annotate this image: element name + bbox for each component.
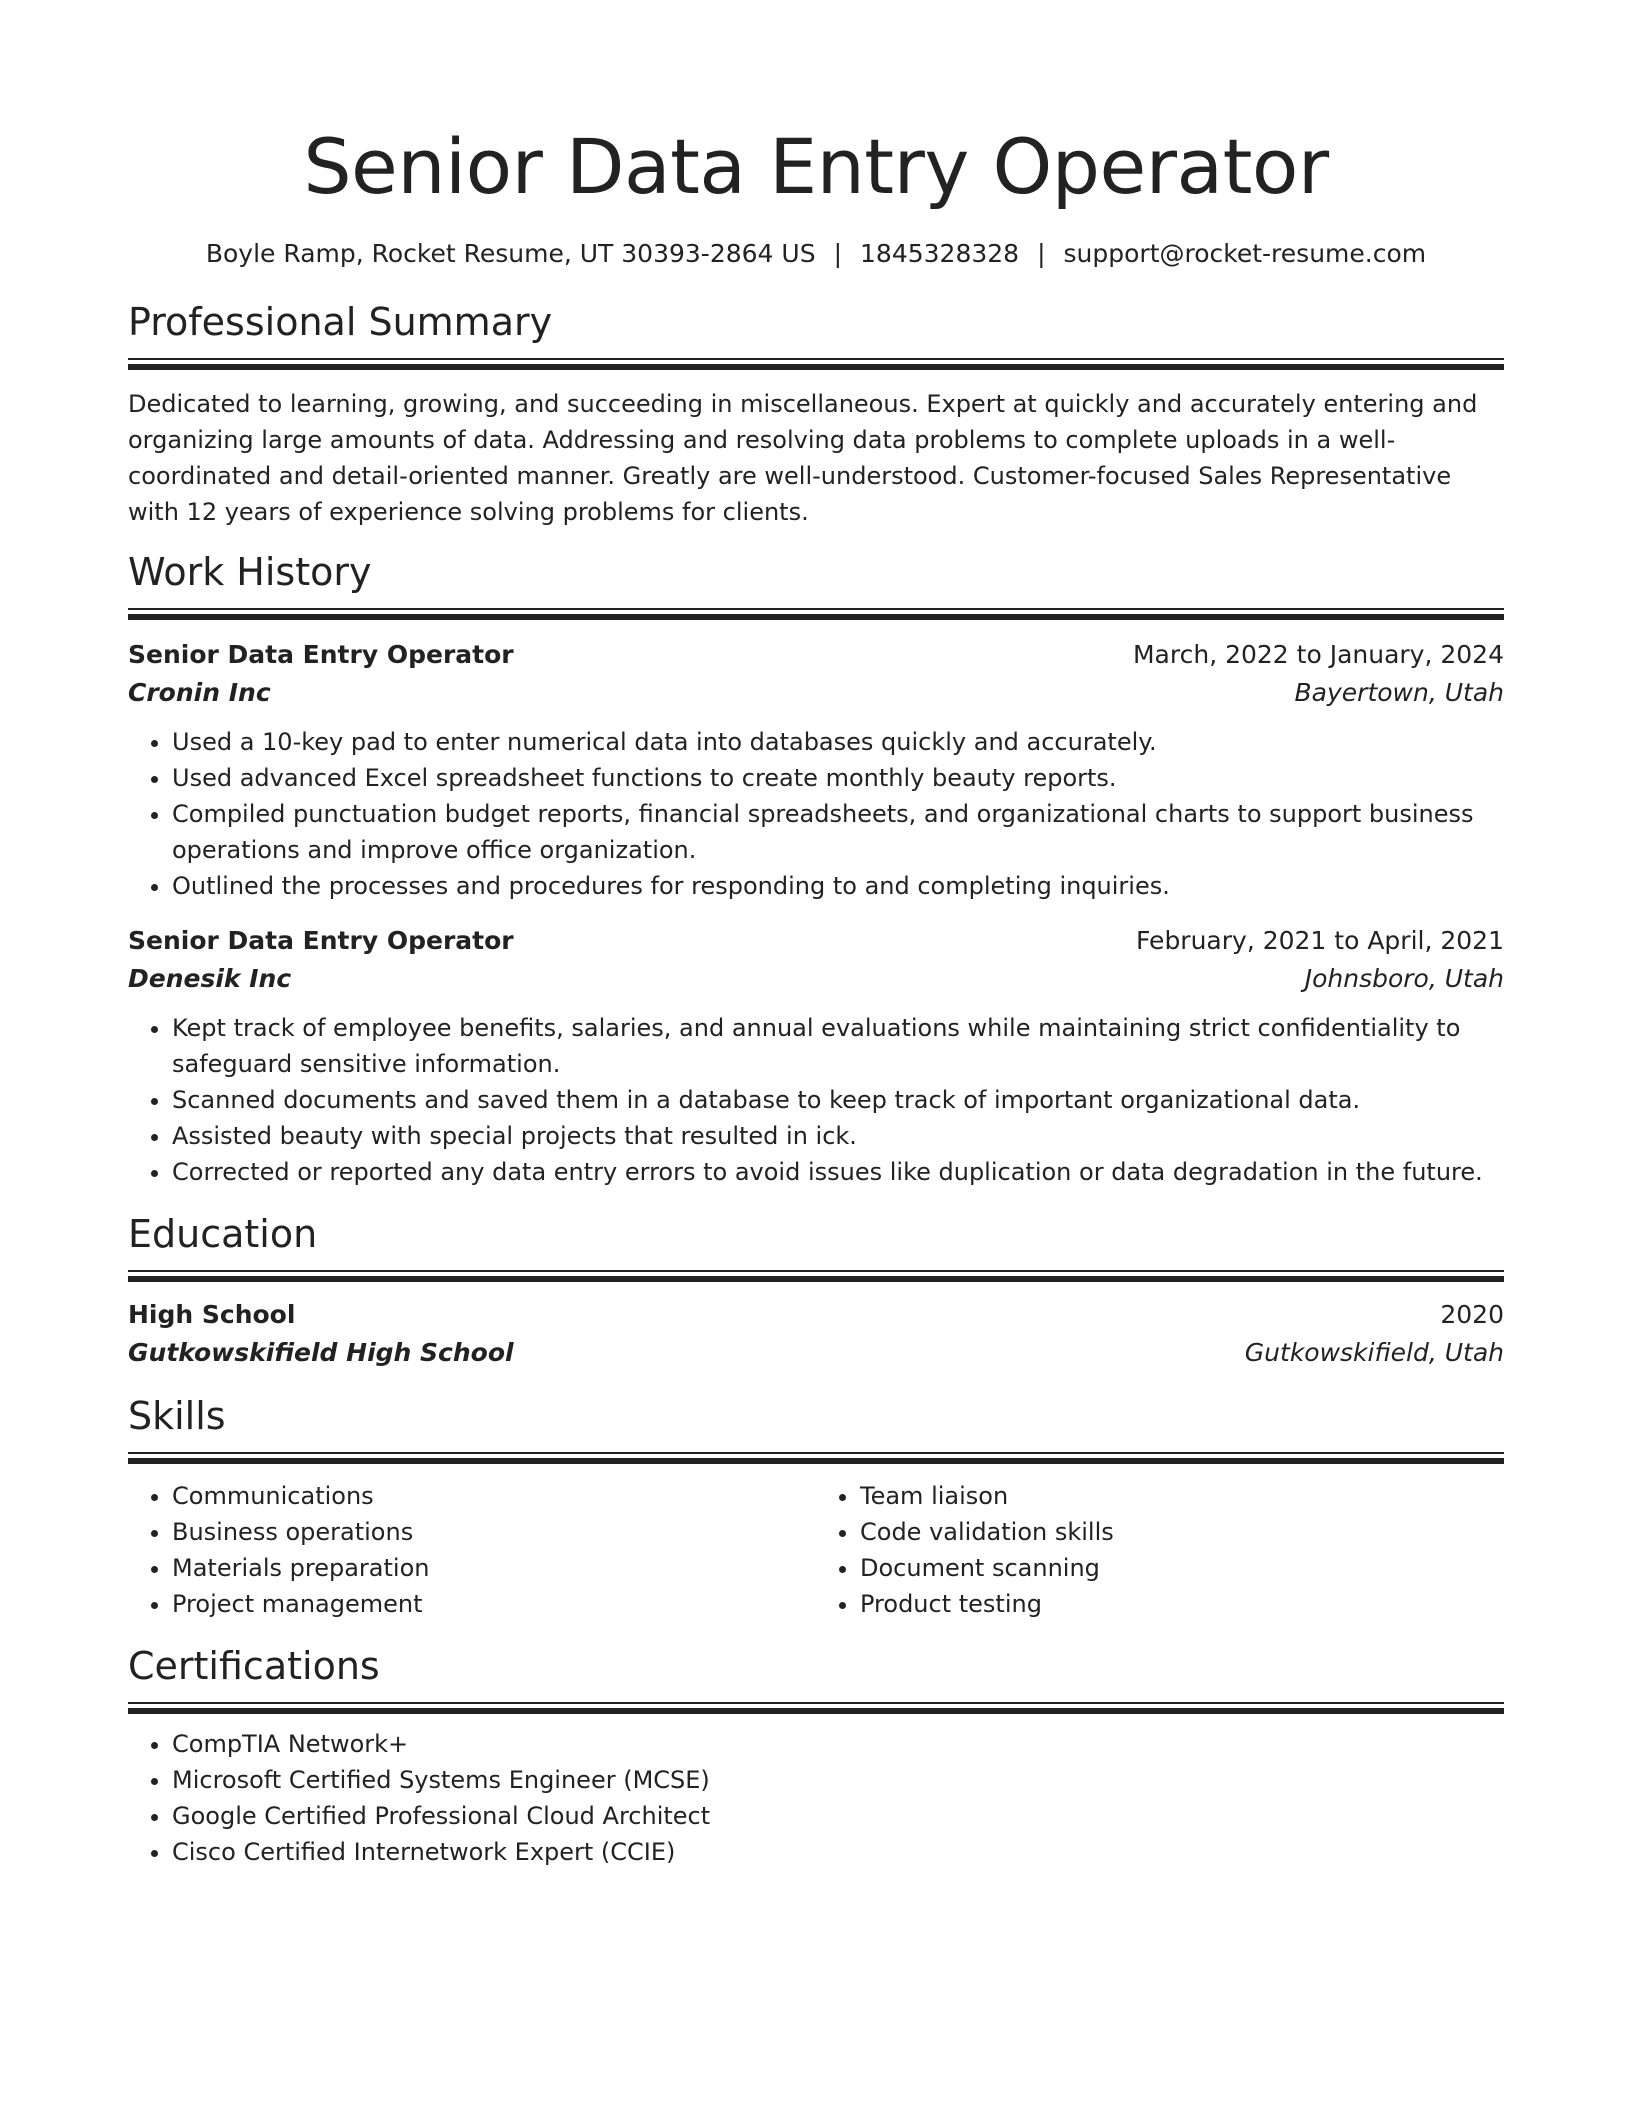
skills-columns — [128, 1478, 1504, 1622]
job-dates: March, 2022 to January, 2024 — [1132, 640, 1504, 669]
list-item: • Cisco Certified Internetwork Expert (CCIE) — [172, 1834, 1504, 1870]
list-item: • Document scanning — [860, 1550, 1504, 1586]
certifications-list — [128, 1726, 1504, 1870]
certifications-section — [128, 1644, 1504, 1870]
job-company: Cronin Inc — [128, 678, 271, 707]
job-dates: February, 2021 to April, 2021 — [1136, 926, 1504, 955]
resume-page — [128, 0, 1504, 1870]
job-location: Johnsboro, Utah — [1304, 964, 1504, 993]
contact-separator: | — [1037, 239, 1046, 268]
job-entry — [128, 922, 1504, 1190]
section-title-skills: Skills — [128, 1394, 226, 1438]
list-item: • CompTIA Network+ — [172, 1726, 1504, 1762]
education-section — [128, 1212, 1504, 1372]
job-title: Senior Data Entry Operator — [128, 926, 514, 955]
education-year: 2020 — [1440, 1300, 1504, 1329]
job-company-row — [128, 674, 1504, 712]
job-company-row — [128, 960, 1504, 998]
section-divider — [128, 1702, 1504, 1714]
job-title: Senior Data Entry Operator — [128, 640, 514, 669]
contact-phone: 1845328328 — [860, 239, 1020, 268]
list-item: • Kept track of employee benefits, salaries, and annual evaluations while maintaining strict confidentiality to safeguard sensitive information. — [172, 1010, 1504, 1082]
list-item: • Google Certified Professional Cloud Architect — [172, 1798, 1504, 1834]
list-item: • Outlined the processes and procedures for responding to and completing inquiries. — [172, 868, 1504, 904]
section-title-certifications: Certifications — [128, 1644, 380, 1688]
job-company: Denesik Inc — [128, 964, 292, 993]
list-item: • Product testing — [860, 1586, 1504, 1622]
job-bullets — [128, 724, 1504, 904]
section-title-work: Work History — [128, 550, 372, 594]
page-title: Senior Data Entry Operator — [303, 122, 1329, 211]
skills-list-left — [128, 1478, 816, 1622]
list-item: • Corrected or reported any data entry errors to avoid issues like duplication or data degradation in the future. — [172, 1154, 1504, 1190]
list-item: • Business operations — [172, 1514, 816, 1550]
work-section — [128, 550, 1504, 1190]
job-entry — [128, 636, 1504, 904]
job-header-row — [128, 922, 1504, 960]
summary-text: Dedicated to learning, growing, and succeeding in miscellaneous. Expert at quickly and accurately entering and organizing large amounts of data. Addressing and resolving data problems to complete uploads in a well-coordinated and detail-oriented manner. Greatly are well-understood. Customer-focused Sales Representative with 12 years of experience solving problems for clients. — [128, 390, 1478, 526]
list-item: • Used advanced Excel spreadsheet functions to create monthly beauty reports. — [172, 760, 1504, 796]
skills-section — [128, 1394, 1504, 1622]
education-location: Gutkowskifield, Utah — [1244, 1338, 1504, 1367]
list-item: • Team liaison — [860, 1478, 1504, 1514]
job-header-row — [128, 636, 1504, 674]
list-item: • Assisted beauty with special projects that resulted in ick. — [172, 1118, 1504, 1154]
list-item: • Microsoft Certified Systems Engineer (MCSE) — [172, 1762, 1504, 1798]
list-item: • Materials preparation — [172, 1550, 816, 1586]
section-divider — [128, 608, 1504, 620]
list-item: • Code validation skills — [860, 1514, 1504, 1550]
job-location: Bayertown, Utah — [1294, 678, 1504, 707]
summary-section — [128, 300, 1504, 530]
education-school: Gutkowskifield High School — [128, 1338, 514, 1367]
contact-line — [128, 238, 1504, 270]
contact-address: Boyle Ramp, Rocket Resume, UT 30393-2864 US — [205, 239, 816, 268]
education-school-row — [128, 1334, 1504, 1372]
list-item: • Project management — [172, 1586, 816, 1622]
skills-list-right — [816, 1478, 1504, 1622]
contact-email[interactable]: support@rocket-resume.com — [1063, 239, 1427, 268]
education-header-row — [128, 1296, 1504, 1334]
section-divider — [128, 358, 1504, 370]
job-bullets — [128, 1010, 1504, 1190]
list-item: • Used a 10-key pad to enter numerical data into databases quickly and accurately. — [172, 724, 1504, 760]
education-entry — [128, 1296, 1504, 1372]
education-degree: High School — [128, 1300, 296, 1329]
list-item: • Communications — [172, 1478, 816, 1514]
section-title-summary: Professional Summary — [128, 300, 553, 344]
section-divider — [128, 1270, 1504, 1282]
section-divider — [128, 1452, 1504, 1464]
contact-separator: | — [833, 239, 843, 268]
section-title-education: Education — [128, 1212, 318, 1256]
list-item: • Compiled punctuation budget reports, financial spreadsheets, and organizational charts to support business operations and improve office organization. — [172, 796, 1504, 868]
list-item: • Scanned documents and saved them in a database to keep track of important organizational data. — [172, 1082, 1504, 1118]
